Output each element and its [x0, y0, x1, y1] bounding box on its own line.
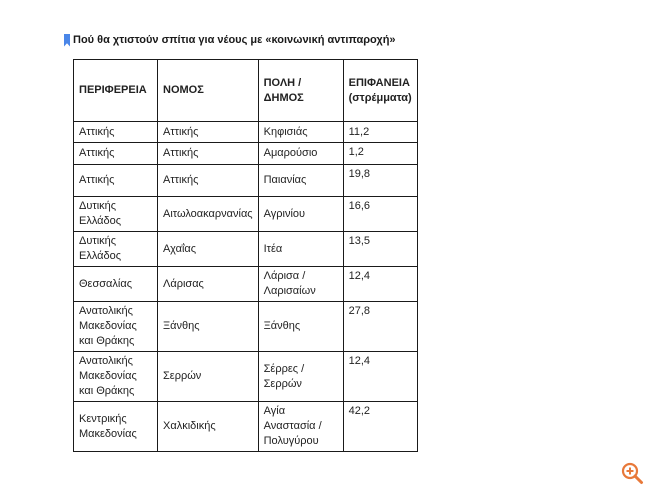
- cell-prefecture: Αττικής: [158, 165, 259, 197]
- cell-area: 19,8: [343, 165, 417, 197]
- table-row: [74, 165, 418, 197]
- page-title: Πού θα χτιστούν σπίτια για νέους με «κοινωνική αντιπαροχή»: [73, 34, 396, 46]
- cell-prefecture: Αχαΐας: [158, 232, 259, 267]
- cell-area: 16,6: [343, 197, 417, 232]
- cell-city: Αμαρούσιο: [258, 143, 343, 165]
- cell-prefecture: Αττικής: [158, 143, 259, 165]
- cell-region: Θεσσαλίας: [74, 267, 158, 302]
- cell-area: 1,2: [343, 143, 417, 165]
- data-table: [73, 59, 418, 452]
- cell-city: Παιανίας: [258, 165, 343, 197]
- table-row: [74, 143, 418, 165]
- cell-area: 42,2: [343, 402, 417, 452]
- cell-prefecture: Χαλκιδικής: [158, 402, 259, 452]
- cell-area: 11,2: [343, 122, 417, 143]
- cell-region: Δυτικής Ελλάδος: [74, 197, 158, 232]
- cell-city: Αγρινίου: [258, 197, 343, 232]
- cell-region: Αττικής: [74, 143, 158, 165]
- table-row: [74, 352, 418, 402]
- cell-city: Κηφισιάς: [258, 122, 343, 143]
- table-row: [74, 402, 418, 452]
- cell-region: Αττικής: [74, 122, 158, 143]
- cell-prefecture: Ξάνθης: [158, 302, 259, 352]
- cell-city: Αγία Αναστασία / Πολυγύρου: [258, 402, 343, 452]
- cell-prefecture: Λάρισας: [158, 267, 259, 302]
- cell-region: Κεντρικής Μακεδονίας: [74, 402, 158, 452]
- document-heading: [64, 32, 396, 48]
- cell-region: Ανατολικής Μακεδονίας και Θράκης: [74, 352, 158, 402]
- cell-city: Λάρισα / Λαρισαίων: [258, 267, 343, 302]
- cell-prefecture: Σερρών: [158, 352, 259, 402]
- cell-area: 12,4: [343, 352, 417, 402]
- table-row: [74, 302, 418, 352]
- header-city: ΠΟΛΗ / ΔΗΜΟΣ: [258, 60, 343, 122]
- table-row: [74, 232, 418, 267]
- cell-region: Αττικής: [74, 165, 158, 197]
- cell-region: Δυτικής Ελλάδος: [74, 232, 158, 267]
- bookmark-icon: [64, 34, 70, 47]
- table-row: [74, 197, 418, 232]
- header-region: ΠΕΡΙΦΕΡΕΙΑ: [74, 60, 158, 122]
- cell-city: Σέρρες / Σερρών: [258, 352, 343, 402]
- table-row: [74, 122, 418, 143]
- cell-city: Ξάνθης: [258, 302, 343, 352]
- cell-area: 27,8: [343, 302, 417, 352]
- zoom-in-icon[interactable]: [620, 461, 644, 485]
- cell-prefecture: Αιτωλοακαρνανίας: [158, 197, 259, 232]
- cell-prefecture: Αττικής: [158, 122, 259, 143]
- table-header-row: [74, 60, 418, 122]
- cell-area: 13,5: [343, 232, 417, 267]
- cell-area: 12,4: [343, 267, 417, 302]
- cell-region: Ανατολικής Μακεδονίας και Θράκης: [74, 302, 158, 352]
- cell-city: Ιτέα: [258, 232, 343, 267]
- header-prefecture: ΝΟΜΟΣ: [158, 60, 259, 122]
- table-row: [74, 267, 418, 302]
- header-area: ΕΠΙΦΑΝΕΙΑ (στρέμματα): [343, 60, 417, 122]
